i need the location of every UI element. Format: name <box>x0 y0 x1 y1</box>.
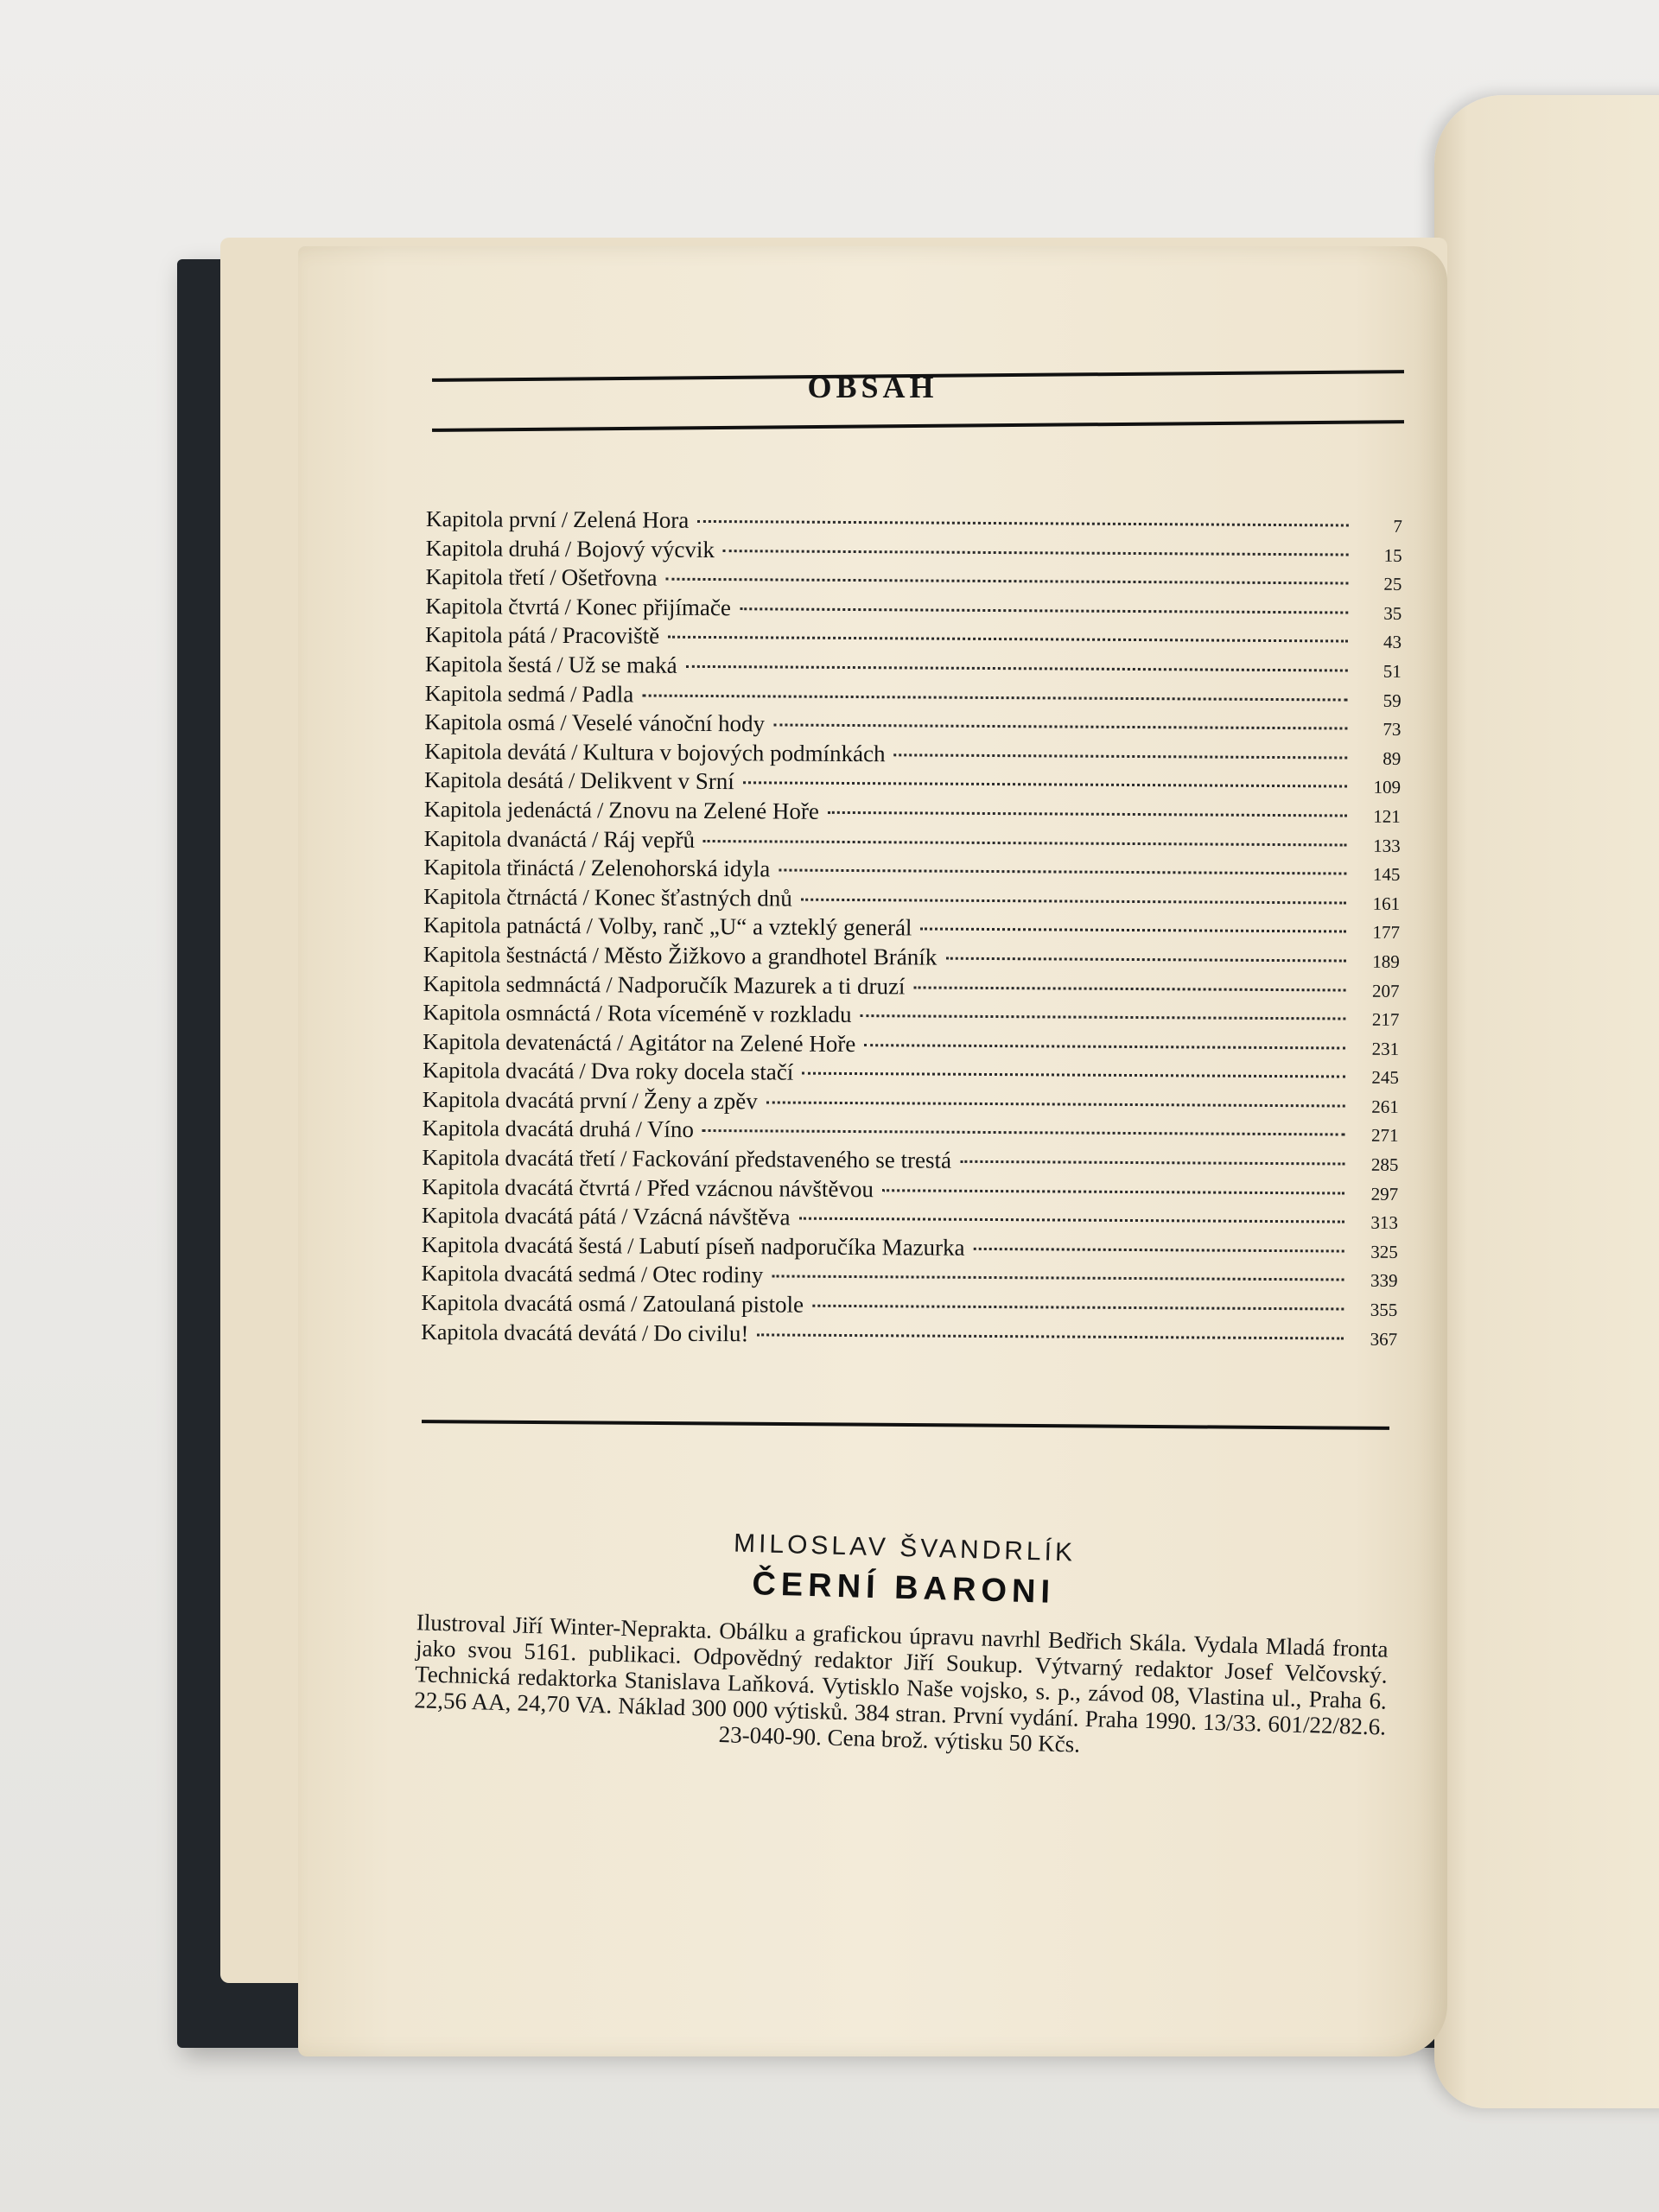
toc-leader-dots <box>743 782 1347 788</box>
toc-chapter-number: Kapitola osmnáctá <box>423 1000 591 1027</box>
toc-separator: / <box>631 1291 638 1317</box>
toc-page-number: 207 <box>1372 980 1400 1001</box>
toc-page-number: 313 <box>1370 1211 1399 1234</box>
bottom-rule <box>422 1420 1389 1430</box>
toc-chapter-title: Veselé vánoční hody <box>571 709 766 737</box>
toc-chapter-number: Kapitola první <box>425 506 556 532</box>
toc-page-number: 245 <box>1371 1066 1400 1089</box>
toc-chapter-number: Kapitola sedmá <box>424 680 566 707</box>
toc-leader-dots <box>799 1217 1344 1224</box>
toc-leader-dots <box>766 1101 1345 1107</box>
toc-chapter-number: Kapitola osmá <box>424 709 556 736</box>
contents-heading: OBSAH <box>807 370 938 404</box>
toc-separator: / <box>586 913 593 939</box>
toc-leader-dots <box>703 839 1347 846</box>
toc-chapter-number: Kapitola třináctá <box>423 855 575 881</box>
toc-page-number: 15 <box>1383 544 1402 566</box>
toc-chapter-title: Rota víceméně v rozkladu <box>607 1000 852 1028</box>
toc-page-number: 261 <box>1371 1096 1399 1117</box>
toc-chapter-title: Před vzácnou návštěvou <box>646 1174 874 1202</box>
toc-leader-dots <box>686 665 1348 672</box>
toc-leader-dots <box>772 1275 1344 1281</box>
toc-separator: / <box>579 1058 586 1084</box>
toc-chapter-number: Kapitola dvacátá <box>422 1058 575 1084</box>
toc-page-number: 25 <box>1383 573 1402 595</box>
toc-leader-dots <box>666 578 1349 585</box>
toc-separator: / <box>579 855 586 881</box>
toc-leader-dots <box>945 957 1345 963</box>
toc-chapter-number: Kapitola pátá <box>424 622 546 649</box>
toc-chapter-title: Zatoulaná pistole <box>642 1290 804 1318</box>
toc-entry <box>421 1319 1397 1353</box>
toc-leader-dots <box>913 986 1345 991</box>
contents-page <box>298 246 1447 2056</box>
facing-page <box>1434 95 1659 2108</box>
toc-chapter-title: Padla <box>582 680 634 708</box>
toc-chapter-title: Konec šťastných dnů <box>594 883 792 912</box>
toc-leader-dots <box>812 1305 1344 1311</box>
top-rule-lower <box>432 420 1404 432</box>
toc-chapter-number: Kapitola dvacátá šestá <box>421 1231 623 1259</box>
toc-leader-dots <box>740 607 1348 613</box>
toc-page-number: 325 <box>1370 1241 1398 1262</box>
toc-leader-dots <box>802 1072 1345 1078</box>
toc-page-number: 177 <box>1372 922 1401 944</box>
toc-chapter-title: Znovu na Zelené Hoře <box>608 797 820 824</box>
toc-page-number: 109 <box>1373 777 1402 798</box>
toc-chapter-number: Kapitola třetí <box>425 564 545 591</box>
imprint-block <box>413 1520 1391 1765</box>
toc-chapter-title: Pracoviště <box>562 622 660 650</box>
toc-chapter-title: Nadporučík Mazurek a ti druzí <box>617 970 906 999</box>
toc-chapter-title: Do civilu! <box>653 1319 749 1346</box>
toc-separator: / <box>621 1204 628 1230</box>
toc-chapter-number: Kapitola dvacátá první <box>422 1086 627 1114</box>
toc-chapter-number: Kapitola šestnáctá <box>423 941 588 969</box>
toc-page-number: 59 <box>1382 690 1402 711</box>
toc-page-number: 271 <box>1370 1125 1399 1147</box>
toc-chapter-number: Kapitola devátá <box>424 738 567 765</box>
toc-separator: / <box>550 623 557 649</box>
toc-page-number: 231 <box>1371 1038 1400 1059</box>
toc-separator: / <box>606 971 613 997</box>
toc-page-number: 367 <box>1370 1328 1398 1350</box>
table-of-contents <box>421 505 1402 1353</box>
toc-page-number: 355 <box>1370 1299 1398 1320</box>
toc-chapter-title: Víno <box>646 1116 695 1143</box>
toc-separator: / <box>564 594 571 620</box>
toc-chapter-title: Agitátor na Zelené Hoře <box>628 1029 856 1057</box>
toc-leader-dots <box>861 1014 1346 1020</box>
toc-separator: / <box>640 1262 648 1288</box>
toc-separator: / <box>627 1233 634 1259</box>
toc-page-number: 189 <box>1372 950 1400 972</box>
toc-chapter-number: Kapitola dvacátá pátá <box>421 1203 617 1230</box>
colophon-text: Ilustroval Jiří Winter-Neprakta. Obálku a grafickou úpravu navrhl Bedřich Skála. Vydala Mladá fronta jako svou 5161. publikaci. Odpovědný redaktor Jiří Soukup. Výtvarný redaktor Josef Velčovský. Technická redaktorka Stanislava Laňková. Vytisklo Naše vojsko, s. p., závod 08, Vlastina ul., Praha 6. 22,56 AA, 24,70 VA. Náklad 300 000 výtisků. 384 stran. První vydání. Praha 1990. 13/33. 601/22/82.6. 23-040-90. Cena brož. výtisku 50 Kčs. <box>413 1609 1389 1758</box>
toc-separator: / <box>568 768 575 794</box>
toc-page-number: 43 <box>1382 632 1402 653</box>
toc-chapter-number: Kapitola dvacátá čtvrtá <box>422 1173 631 1201</box>
toc-separator: / <box>560 710 567 736</box>
toc-separator: / <box>556 652 563 677</box>
toc-leader-dots <box>697 520 1349 527</box>
toc-chapter-title: Ošetřovna <box>561 564 658 591</box>
toc-page-number: 285 <box>1370 1154 1399 1175</box>
toc-chapter-title: Zelená Hora <box>572 506 690 533</box>
toc-chapter-title: Volby, ranč „U“ a vzteklý generál <box>597 912 912 941</box>
toc-chapter-number: Kapitola dvacátá třetí <box>422 1145 616 1172</box>
toc-chapter-number: Kapitola dvacátá druhá <box>422 1116 631 1142</box>
toc-separator: / <box>641 1320 649 1346</box>
toc-separator: / <box>570 681 577 707</box>
toc-page-number: 73 <box>1382 718 1402 741</box>
toc-chapter-number: Kapitola patnáctá <box>423 912 582 939</box>
toc-chapter-number: Kapitola devatenáctá <box>423 1028 613 1056</box>
toc-separator: / <box>635 1116 643 1143</box>
toc-page-number: 339 <box>1370 1270 1398 1292</box>
toc-separator: / <box>616 1030 624 1056</box>
toc-chapter-title: Delikvent v Srní <box>580 767 734 795</box>
toc-leader-dots <box>864 1044 1345 1049</box>
toc-separator: / <box>561 506 569 533</box>
toc-separator: / <box>582 884 589 910</box>
toc-separator: / <box>596 798 604 823</box>
toc-chapter-title: Ráj vepřů <box>603 825 696 853</box>
toc-leader-dots <box>920 928 1346 933</box>
toc-leader-dots <box>960 1160 1344 1166</box>
toc-leader-dots <box>723 550 1349 556</box>
toc-separator: / <box>571 739 578 765</box>
toc-chapter-title: Bojový výcvik <box>576 535 715 563</box>
toc-separator: / <box>591 826 599 852</box>
toc-chapter-title: Už se maká <box>568 651 677 678</box>
toc-separator: / <box>564 536 572 562</box>
toc-leader-dots <box>642 694 1347 701</box>
toc-leader-dots <box>757 1333 1344 1339</box>
toc-leader-dots <box>801 898 1346 904</box>
toc-chapter-number: Kapitola dvacátá devátá <box>421 1319 638 1346</box>
toc-chapter-title: Vzácná návštěva <box>632 1203 791 1230</box>
toc-chapter-title: Dva roky docela stačí <box>590 1058 794 1085</box>
toc-leader-dots <box>882 1189 1344 1194</box>
toc-separator: / <box>595 1001 602 1027</box>
toc-leader-dots <box>773 724 1347 730</box>
toc-leader-dots <box>779 869 1346 875</box>
toc-leader-dots <box>828 811 1347 817</box>
toc-page-number: 133 <box>1373 835 1401 856</box>
toc-chapter-number: Kapitola čtvrtá <box>425 593 560 620</box>
toc-separator: / <box>620 1146 627 1172</box>
toc-page-number: 297 <box>1370 1183 1399 1205</box>
toc-separator: / <box>632 1088 639 1114</box>
toc-leader-dots <box>668 636 1348 643</box>
toc-chapter-title: Konec přijímače <box>575 593 732 620</box>
toc-page-number: 7 <box>1393 515 1402 537</box>
toc-chapter-number: Kapitola druhá <box>425 535 561 562</box>
toc-separator: / <box>550 565 556 591</box>
toc-chapter-number: Kapitola desátá <box>423 767 564 794</box>
toc-page-number: 51 <box>1382 660 1402 682</box>
toc-separator: / <box>635 1175 642 1201</box>
toc-chapter-number: Kapitola dvacátá sedmá <box>421 1261 636 1287</box>
toc-leader-dots <box>702 1129 1345 1136</box>
toc-page-number: 161 <box>1372 893 1401 914</box>
toc-chapter-title: Otec rodiny <box>652 1262 764 1288</box>
toc-page-number: 35 <box>1383 602 1402 624</box>
toc-chapter-number: Kapitola čtrnáctá <box>423 883 578 910</box>
toc-page-number: 121 <box>1373 805 1401 827</box>
toc-chapter-number: Kapitola šestá <box>424 651 552 677</box>
toc-chapter-number: Kapitola sedmnáctá <box>423 970 601 997</box>
toc-chapter-title: Město Žižkovo a grandhotel Bráník <box>603 942 938 970</box>
toc-chapter-number: Kapitola dvanáctá <box>423 825 588 852</box>
toc-separator: / <box>592 943 600 969</box>
toc-page-number: 89 <box>1382 747 1402 769</box>
toc-chapter-number: Kapitola dvacátá osmá <box>421 1290 626 1317</box>
book-title: ČERNÍ BARONI <box>751 1566 1056 1611</box>
toc-chapter-title: Ženy a zpěv <box>643 1087 758 1115</box>
toc-chapter-title: Zelenohorská idyla <box>590 855 771 882</box>
toc-page-number: 217 <box>1371 1008 1400 1030</box>
toc-chapter-title: Fackování představeného se trestá <box>632 1145 952 1173</box>
toc-leader-dots <box>894 753 1348 759</box>
toc-leader-dots <box>974 1248 1344 1253</box>
toc-chapter-title: Labutí píseň nadporučíka Mazurka <box>639 1232 965 1261</box>
toc-chapter-title: Kultura v bojových podmínkách <box>582 738 886 767</box>
toc-chapter-number: Kapitola jedenáctá <box>423 796 593 823</box>
author-name: MILOSLAV ŠVANDRLÍK <box>733 1529 1077 1567</box>
toc-page-number: 145 <box>1372 863 1401 886</box>
